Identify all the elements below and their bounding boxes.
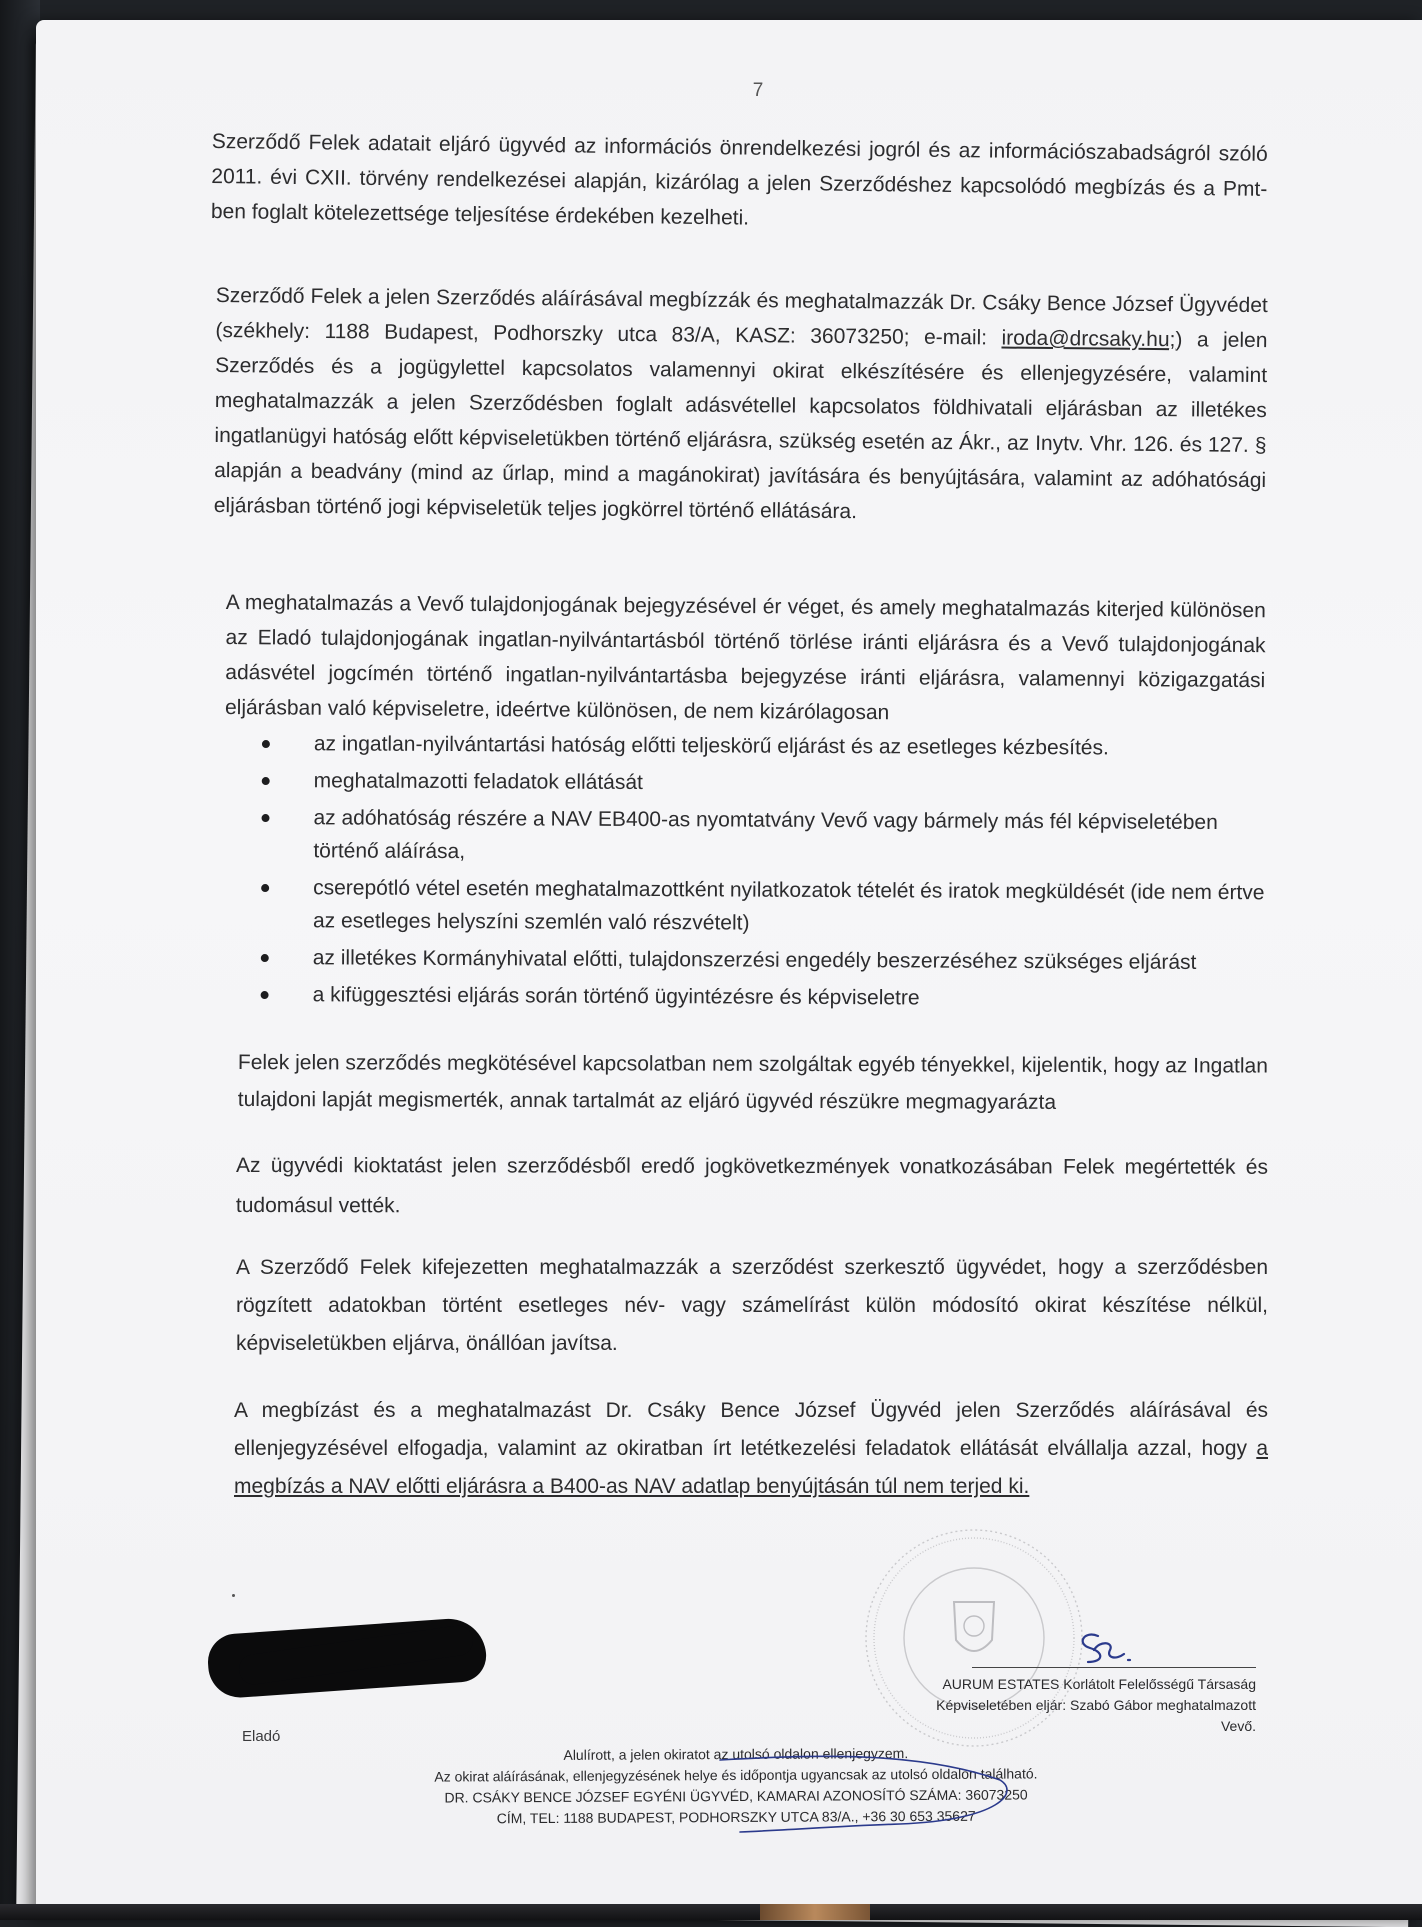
buyer-signature-block [850,1674,1256,1737]
footer-line-1: Alulírott, a jelen okiratot az utolsó oldalon ellenjegyzem. [563,1745,909,1763]
bullet-item: a kifüggesztési eljárás során történő ügyintézésre és képviseletre [257,978,1267,1016]
wood-strip [760,1904,870,1920]
bullet-item: az adóhatóság részére a NAV EB400-as nyomtatvány Vevő vagy bármely más fél képviseletében történő aláírása, [257,801,1267,872]
page-number: 7 [752,80,764,101]
footer-line-3: DR. CSÁKY BENCE JÓZSEF EGYÉNI ÜGYVÉD, KAMARAI AZONOSÍTÓ SZÁMA: 36073250 [444,1786,1028,1806]
paragraph-acceptance [234,1392,1268,1506]
paragraph-authorization-scope: A meghatalmazás a Vevő tulajdonjogának bejegyzésével ér véget, és amely meghatalmazás kiterjed különösen az Eladó tulajdonjogának ingatlan-nyilvántartásból történő törlése iránti eljárásra és a Vevő tulajdonjogának adásvétel jogcímén történő ingatlan-nyilvántartásba bejegyzése iránti eljárásra, valamennyi közigazgatási eljárásban való képviseletre, ideértve különösen, de nem kizárólagosan [224,590,1266,725]
bullet-item: cserepótló vétel esetén meghatalmazottként nyilatkozatok tételét és iratok megküldését (ide nem értve az esetleges helyszíni szemlén való részvételt) [257,871,1267,942]
paragraph-legal-advice: Az ügyvédi kioktatást jelen szerződésből eredő jogkövetkezmények vonatkozásában Felek megértették és tudomásul vették. [235,1154,1268,1218]
bullet-item: meghatalmazotti feladatok ellátását [258,764,1268,802]
mandate-rest-text: ) a jelen Szerződés és a jogügylettel kapcsolatos valamennyi okirat elkészítésére és ellenjegyzésére, valamint meghatalmazzák a jelen Szerződésben foglalt adásvétellel kapcsolatos földhivatali eljárásban az illetékes ingatlanügyi hatóság előtt képviseletükben történő eljárásra, szükség esetén az Ákr., az Inytv. Vhr. 126. és 127. § alapján a beadvány (mind az űrlap, mind a magánokirat) javítására és benyújtására, valamint az adóhatósági eljárásban történő jogi képviseletük teljes jogkörrel történő ellátására. [213,328,1268,524]
acceptance-underlined-text: a megbízás a NAV előtti eljárásra a B400-as NAV adatlap benyújtásán túl nem terjed ki. [234,1437,1268,1498]
paragraph-no-other-facts: Felek jelen szerződés megkötésével kapcsolatban nem szolgáltak egyéb tényekkel, kijelentik, hogy az Ingatlan tulajdoni lapját megismerték, annak tartalmát az eljáró ügyvéd részükre megmagyarázta [237,1051,1268,1114]
bullet-item: az illetékes Kormányhivatal előtti, tulajdonszerzési engedély beszerzéséhez szükséges eljárást [257,941,1267,979]
buyer-company: AURUM ESTATES Korlátolt Felelősségű Társaság [942,1676,1256,1692]
table-edge [0,1904,1422,1920]
buyer-label: Vevő. [1220,1718,1256,1734]
authorization-bullet-list [256,727,1267,1020]
paragraph-data-handling: Szerződő Felek adatait eljáró ügyvéd az információs önrendelkezési jogról és az információszabadságról szóló 2011. évi CXII. törvény rendelkezései alapján, kizárólag a jelen Szerződéshez kapcsolódó megbízás és a Pmt-ben foglalt kötelezettsége teljesítése érdekében kezelheti. [210,129,1268,230]
acceptance-text: A megbízást és a meghatalmazást Dr. Csáky Bence József Ügyvéd jelen Szerződés aláírásával és ellenjegyzésével elfogadja, valamint az okiratban írt letétkezelési feladatok ellátását elvállalja azzal, hogy [234,1399,1268,1460]
footer-line-2: Az okirat aláírásának, ellenjegyzésének helye és időpontja ugyancsak az utolsó oldalon található. [434,1765,1038,1785]
footer-line-4: CÍM, TEL: 1188 BUDAPEST, PODHORSZKY UTCA 83/A., +36 30 653 35627 [496,1807,976,1827]
buyer-signature-line [972,1667,1256,1668]
bullet-item: az ingatlan-nyilvántartási hatóság előtti teljeskörű eljárást és az esetleges kézbesítés. [258,727,1268,765]
countersign-ink-stroke [700,1740,1040,1840]
lawyer-email-link: iroda@drcsaky.hu; [1001,326,1176,352]
mandate-intro-text: Szerződő Felek a jelen Szerződés aláírásával megbízzák és meghatalmazzák Dr. Csáky Bence József Ügyvédet (székhely: 1188 Budapest, Podhorszky utca 83/A, KASZ: 36073250; e-mail: [215,283,1268,350]
seller-label: Eladó [242,1728,281,1745]
buyer-signature-scribble [1070,1620,1146,1668]
paragraph-correction-power: A Szerződő Felek kifejezetten meghatalmazzák a szerződést szerkesztő ügyvédet, hogy a szerződésben rögzített adatokban történt esetleges név- vagy számelírást külön módosító okirat készítése nélkül, képviseletükben eljárva, önállóan javítsa. [236,1256,1268,1355]
paragraph-mandate [214,278,1268,533]
buyer-representative: Képviseletében eljár: Szabó Gábor meghatalmazott [936,1697,1256,1713]
stray-dot [232,1594,235,1597]
